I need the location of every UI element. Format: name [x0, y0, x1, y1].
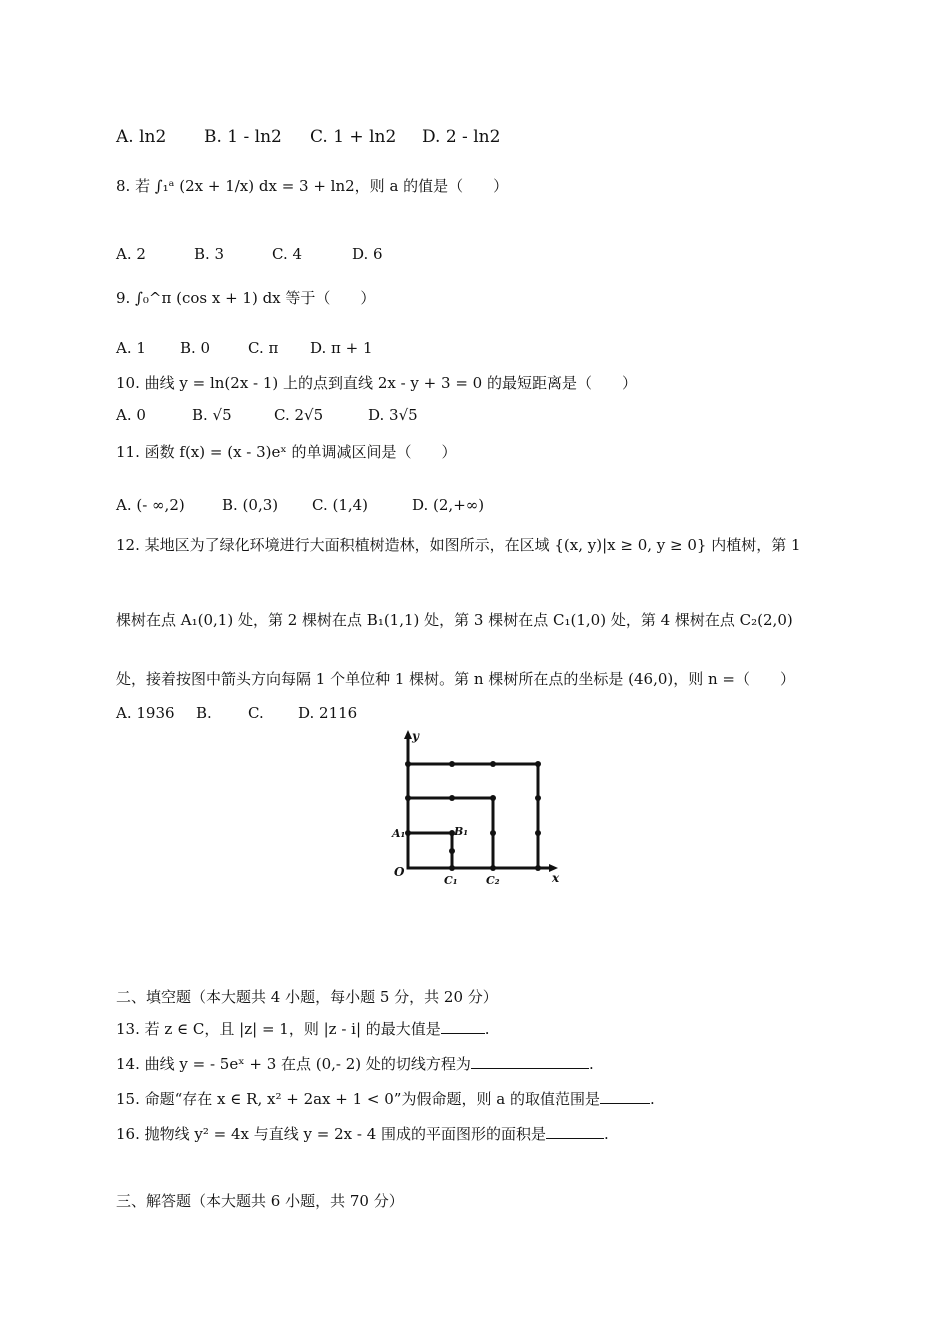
- q7-options: [116, 127, 500, 147]
- q12-line-1: 12. 某地区为了绿化环境进行大面积植树造林，如图所示，在区域 {(x, y)|x ≥ 0, y ≥ 0} 内植树，第 1: [116, 536, 801, 554]
- tree-point: [535, 795, 541, 801]
- tree-point: [405, 795, 411, 801]
- q12-option-c: C.: [248, 704, 264, 722]
- q7-option-c: C. 1 + ln2: [310, 127, 397, 147]
- c2-label: C₂: [486, 874, 500, 887]
- section-2-heading: 二、填空题（本大题共 4 小题，每小题 5 分，共 20 分）: [116, 988, 498, 1006]
- q10-option-c: C. 2√5: [274, 406, 324, 424]
- q10-stem: 10. 曲线 y = ln(2x - 1) 上的点到直线 2x - y + 3 = 0 的最短距离是（ ）: [116, 374, 637, 392]
- q12-line-2: 棵树在点 A₁(0,1) 处，第 2 棵树在点 B₁(1,1) 处，第 3 棵树在点 C₁(1,0) 处，第 4 棵树在点 C₂(2,0): [116, 611, 793, 629]
- tree-point: [535, 830, 541, 836]
- y-axis-arrow: [404, 730, 412, 739]
- q16-text: 16. 抛物线 y² = 4x 与直线 y = 2x - 4 围成的平面图形的面积是: [116, 1125, 547, 1143]
- tree-point: [535, 761, 541, 767]
- tree-point: [490, 865, 496, 871]
- q12-option-d: D. 2116: [298, 704, 358, 722]
- tree-point: [449, 865, 455, 871]
- q11-option-a: A. (- ∞,2): [116, 496, 185, 514]
- q12-line-3: 处，接着按图中箭头方向每隔 1 个单位种 1 棵树。第 n 棵树所在点的坐标是 (46,0)，则 n =（ ）: [116, 670, 795, 688]
- q8-option-d: D. 6: [352, 245, 383, 263]
- tree-point: [449, 848, 455, 854]
- q7-option-d: D. 2 - ln2: [422, 127, 501, 147]
- c1-label: C₁: [444, 874, 458, 887]
- q8-option-a: A. 2: [116, 245, 146, 263]
- q15-blank: [600, 1089, 650, 1104]
- q11-options: [116, 496, 484, 514]
- q15: 15. 命题“存在 x ∈ R, x² + 2ax + 1 < 0”为假命题，则 a 的取值范围是 .: [116, 1090, 655, 1108]
- q9-option-d: D. π + 1: [310, 339, 373, 357]
- a1-label: A₁: [392, 827, 406, 840]
- q12-option-b: B.: [196, 704, 212, 722]
- q12-option-a: A. 1936: [116, 704, 175, 722]
- q7-option-b: B. 1 - ln2: [204, 127, 282, 147]
- x-axis-label: x: [552, 871, 560, 885]
- q16-blank: [546, 1124, 604, 1139]
- q14-text: 14. 曲线 y = - 5eˣ + 3 在点 (0,- 2) 处的切线方程为: [116, 1055, 471, 1073]
- q8-option-c: C. 4: [272, 245, 303, 263]
- q11-option-b: B. (0,3): [222, 496, 279, 514]
- tree-point: [490, 830, 496, 836]
- q15-text: 15. 命题“存在 x ∈ R, x² + 2ax + 1 < 0”为假命题，则 a 的取值范围是: [116, 1090, 600, 1108]
- q11-option-d: D. (2,+∞): [412, 496, 485, 514]
- q13-text: 13. 若 z ∈ C，且 |z| = 1，则 |z - i| 的最大值是: [116, 1020, 441, 1038]
- q8-option-b: B. 3: [194, 245, 225, 263]
- q10-option-a: A. 0: [116, 406, 146, 424]
- tree-planting-figure: [380, 726, 570, 891]
- q14: 14. 曲线 y = - 5eˣ + 3 在点 (0,- 2) 处的切线方程为 .: [116, 1055, 594, 1073]
- tree-point: [449, 795, 455, 801]
- q11-stem: 11. 函数 f(x) = (x - 3)eˣ 的单调减区间是（ ）: [116, 443, 457, 461]
- tree-point: [405, 761, 411, 767]
- q10-option-d: D. 3√5: [368, 406, 418, 424]
- path-layer-3: [408, 764, 538, 868]
- section-3-heading: 三、解答题（本大题共 6 小题，共 70 分）: [116, 1192, 404, 1210]
- path-layer-1: [408, 833, 452, 868]
- b1-label: B₁: [454, 825, 469, 838]
- tree-point: [535, 865, 541, 871]
- q10-option-b: B. √5: [192, 406, 232, 424]
- q12-options: [116, 704, 357, 722]
- q9-options: [116, 339, 373, 357]
- q14-blank: [471, 1054, 589, 1069]
- q16: 16. 抛物线 y² = 4x 与直线 y = 2x - 4 围成的平面图形的面积是 .: [116, 1125, 609, 1143]
- q9-option-c: C. π: [248, 339, 279, 357]
- origin-label: O: [394, 865, 405, 879]
- tree-point: [449, 761, 455, 767]
- q9-option-a: A. 1: [116, 339, 146, 357]
- q8-stem: 8. 若 ∫₁ᵃ (2x + 1/x) dx = 3 + ln2，则 a 的值是（ ）: [116, 177, 509, 195]
- q13: 13. 若 z ∈ C，且 |z| = 1，则 |z - i| 的最大值是 .: [116, 1020, 490, 1038]
- q9-option-b: B. 0: [180, 339, 211, 357]
- tree-point: [490, 795, 496, 801]
- q10-options: [116, 406, 418, 424]
- q7-option-a: A. ln2: [116, 127, 167, 147]
- q13-blank: [441, 1019, 485, 1034]
- y-axis-label: y: [412, 729, 419, 743]
- q8-options: [116, 245, 383, 263]
- q9-stem: 9. ∫₀^π (cos x + 1) dx 等于（ ）: [116, 289, 376, 307]
- tree-point: [405, 830, 411, 836]
- tree-point: [490, 761, 496, 767]
- q11-option-c: C. (1,4): [312, 496, 369, 514]
